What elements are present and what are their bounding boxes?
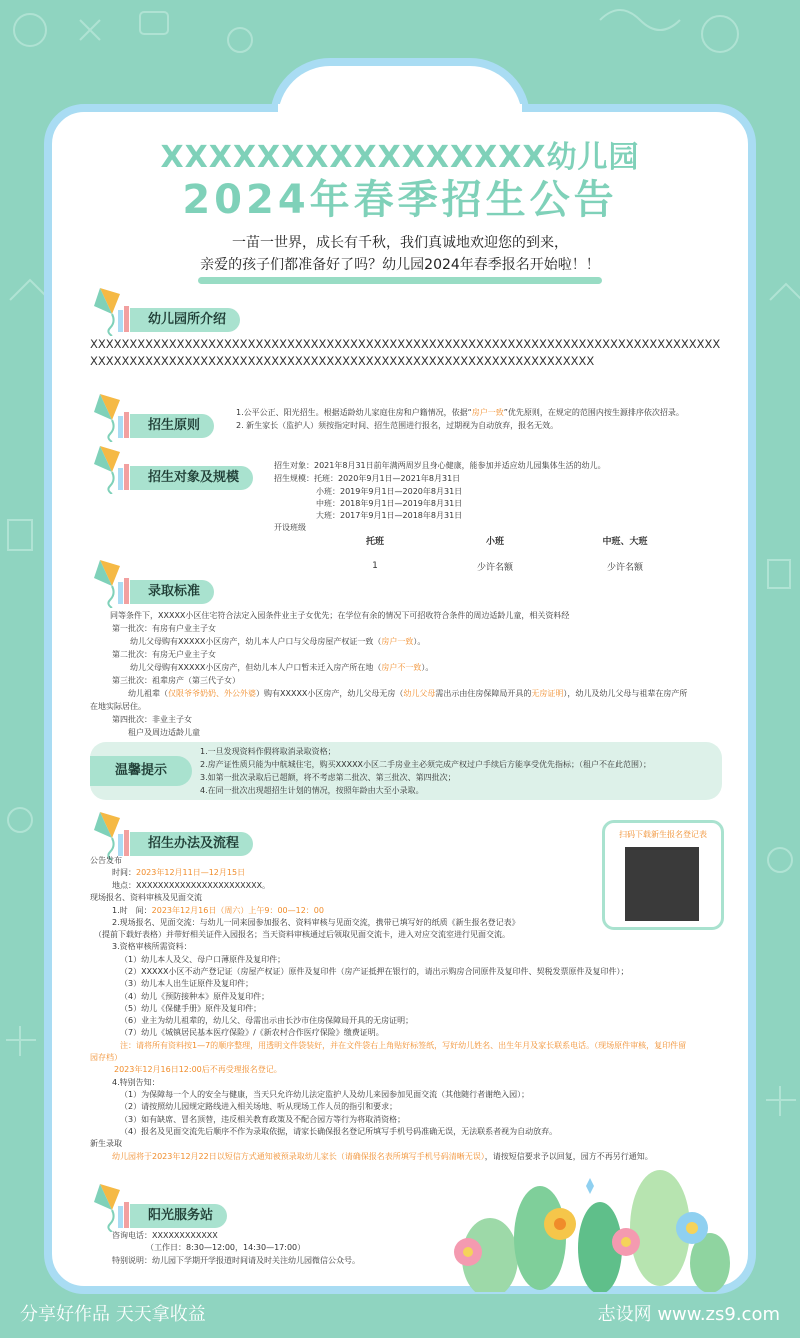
process-line: （6）业主为幼儿祖辈的，幼儿父、母需出示由长沙市住房保障局开具的无房证明； bbox=[120, 1016, 414, 1025]
criteria-line: 第二批次：有房无户业主子女 bbox=[112, 650, 216, 659]
qr-box bbox=[602, 820, 724, 930]
process-line: 幼儿园将于2023年12月22日以短信方式通知被预录取幼儿家长（请确保报名表所填写手机号码清晰无误），请按短信要求予以回复，园方不再另行通知。 bbox=[112, 1152, 653, 1161]
section-title: 招生原则 bbox=[130, 414, 214, 438]
process-line: （7）幼儿《城镇居民基本医疗保险》/《新农村合作医疗保险》缴费证明。 bbox=[120, 1028, 384, 1037]
principle-line-2: 2. 新生家长（监护人）须按指定时间、招生范围进行报名，过期视为自动放弃，报名无效。 bbox=[236, 421, 559, 430]
service-line: 特别说明：幼儿园下学期开学报道时间请及时关注幼儿园微信公众号。 bbox=[112, 1256, 360, 1265]
table-cell: 1 bbox=[372, 561, 378, 571]
process-note: 注：请将所有资料按1—7的顺序整理，用透明文件袋装好，并在文件袋右上角贴好标签纸，写好幼儿姓名、出生年月及家长联系电话。（现场原件审核，复印件留 bbox=[120, 1041, 687, 1050]
target-line-3: 小班：2019年9月1日—2020年8月31日 bbox=[316, 487, 463, 496]
table-cell: 少许名额 bbox=[606, 562, 643, 573]
section-title: 幼儿园所介绍 bbox=[130, 308, 240, 332]
process-line: 公告发布 bbox=[90, 856, 122, 865]
footer-bar bbox=[0, 1296, 800, 1338]
intro-text: 一苗一世界，成长有千秋，我们真诚地欢迎您的到来， 亲爱的孩子们都准备好了吗？幼儿园2024年春季报名开始啦！！ bbox=[200, 235, 600, 273]
process-line: （4）报名及见面交流先后顺序不作为录取依据，请家长确保报名登记所填写手机号码准确无误，无法联系者视为自动放弃。 bbox=[120, 1127, 558, 1136]
intro-body: XXXXXXXXXXXXXXXXXXXXXXXXXXXXXXXXXXXXXXXXXXXXXXXXXXXXXXXXXXXXXXXXXXXXXXXXXXXXXXXXXXXXXXXXXXXXXXXXXXXXXXXXXXXXXXXXXXXXXXXXXXXXXXXXXXXXXXXXXXXXXXXX bbox=[90, 337, 721, 368]
process-note: 园存档） bbox=[90, 1053, 122, 1062]
class-table bbox=[330, 527, 680, 579]
service-line: （工作日：8:30—12:00，14:30—17:00） bbox=[146, 1243, 306, 1252]
process-line: 时间：2023年12月11日—12月15日 bbox=[112, 868, 246, 877]
table-header: 小班 bbox=[485, 536, 504, 547]
tip-line: 4.在同一批次出现超招生计划的情况，按照年龄由大至小录取。 bbox=[200, 786, 424, 795]
target-line-6: 开设班级 bbox=[274, 523, 306, 532]
criteria-line: 第四批次：非业主子女 bbox=[112, 715, 192, 724]
brush-stroke bbox=[198, 277, 602, 284]
qr-label: 扫码下载新生报名登记表 bbox=[619, 830, 707, 839]
footer-slogan: 分享好作品 天天拿收益 bbox=[20, 1304, 206, 1325]
target-line-5: 大班：2017年9月1日—2018年8月31日 bbox=[316, 511, 463, 520]
flowers-illustration bbox=[430, 1168, 730, 1292]
section-title: 招生对象及规模 bbox=[130, 466, 253, 490]
criteria-line: 在地实际居住。 bbox=[90, 702, 146, 711]
criteria-line: 幼儿父母购有XXXXX小区房产，但幼儿本人户口暂未迁入房产所在地（房户不一致）。 bbox=[130, 663, 434, 672]
footer-site[interactable]: 志设网 www.zs9.com bbox=[597, 1304, 780, 1325]
qr-code[interactable] bbox=[625, 847, 699, 921]
table-header: 中班、大班 bbox=[602, 536, 648, 547]
tips-title: 温馨提示 bbox=[90, 756, 192, 786]
process-line: 新生录取 bbox=[90, 1139, 122, 1148]
criteria-line: 幼儿祖辈（仅限爷爷奶奶、外公外婆）购有XXXXX小区房产，幼儿父母无房（幼儿父母需出示由住房保障局开具的无房证明），幼儿及幼儿父母与祖辈在房产所 bbox=[128, 689, 688, 698]
section-title: 阳光服务站 bbox=[130, 1204, 227, 1228]
process-line: 现场报名、资料审核及见面交流 bbox=[90, 893, 202, 902]
process-line: （3）如有缺席、冒名顶替，违反相关教育政策及不配合园方等行为将取消资格； bbox=[120, 1115, 406, 1124]
section-title: 招生办法及流程 bbox=[130, 832, 253, 856]
service-line: 咨询电话：XXXXXXXXXXXX bbox=[112, 1231, 218, 1240]
target-line-4: 中班：2018年9月1日—2019年8月31日 bbox=[316, 499, 463, 508]
process-line: 2.现场报名、见面交流：与幼儿一同来园参加报名、资料审核与见面交流，携带已填写好的纸质《新生报名登记表》 bbox=[112, 918, 520, 927]
process-line: 地点：XXXXXXXXXXXXXXXXXXXXXXX。 bbox=[112, 881, 271, 890]
table-header: 托班 bbox=[365, 536, 384, 547]
process-line: 3.资格审核所需资料： bbox=[112, 942, 192, 951]
process-line: （3）幼儿本人出生证原件及复印件； bbox=[120, 979, 254, 988]
criteria-line: 租户及周边适龄儿童 bbox=[128, 728, 200, 737]
process-line: （4）幼儿《预防接种本》原件及复印件； bbox=[120, 992, 270, 1001]
process-line: （5）幼儿《保健手册》原件及复印件； bbox=[120, 1004, 262, 1013]
page-title: 2024年春季招生公告 bbox=[182, 177, 618, 223]
process-line: （1）为保障每一个人的安全与健康，当天只允许幼儿法定监护人及幼儿来园参加见面交流（其他随行者谢绝入园）； bbox=[120, 1090, 530, 1099]
criteria-line: 幼儿父母购有XXXXX小区房产，幼儿本人户口与父母房屋产权证一致（房户一致）。 bbox=[130, 637, 426, 646]
tip-line: 2.房产证性质只能为中航城住宅，购买XXXXX小区二手房业主必须完成产权过户手续后方能享受优先指标；（租户不在此范围）； bbox=[200, 760, 652, 769]
criteria-line: 第三批次：祖辈房产（第三代子女） bbox=[112, 676, 240, 685]
criteria-line: 同等条件下，XXXXX小区住宅符合法定入园条件业主子女优先；在学位有余的情况下可招收符合条件的周边适龄儿童，相关资料经 bbox=[110, 611, 570, 620]
target-line-2: 招生规模：托班：2020年9月1日—2021年8月31日 bbox=[274, 474, 461, 483]
process-line: （2）XXXXX小区不动产登记证（房屋产权证）原件及复印件（房产证抵押在银行的，请出示购房合同原件及复印件、契税发票原件及复印件）； bbox=[120, 967, 629, 976]
kindergarten-name: XXXXXXXXXXXXXXXX幼儿园 bbox=[160, 140, 640, 175]
principle-line-1: 1.公平公正、阳光招生。根据适龄幼儿家庭住房和户籍情况，依据“房户一致”优先原则，在规定的范围内按生源排序依次招录。 bbox=[236, 408, 684, 417]
criteria-line: 第一批次：有房有户业主子女 bbox=[112, 624, 216, 633]
table-cell: 少许名额 bbox=[476, 562, 513, 573]
target-line-1: 招生对象：2021年8月31日前年满两周岁且身心健康，能参加并适应幼儿园集体生活的幼儿。 bbox=[274, 461, 606, 470]
process-line: 1.时 间：2023年12月16日（周六）上午9：00—12：00 bbox=[112, 906, 324, 915]
section-title: 录取标准 bbox=[130, 580, 214, 604]
process-line: 4.特别告知： bbox=[112, 1078, 160, 1087]
process-line: （提前下载好表格）并带好相关证件入园报名；当天资料审核通过后领取见面交流卡，进入对应交流室进行见面交流。 bbox=[94, 930, 510, 939]
process-line: （2）请按照幼儿园规定路线进入相关场地、听从现场工作人员的指引和要求； bbox=[120, 1102, 398, 1111]
process-deadline: 2023年12月16日12:00后不再受理报名登记。 bbox=[114, 1065, 282, 1074]
tip-line: 1.一旦发现资料作假将取消录取资格； bbox=[200, 747, 336, 756]
process-line: （1）幼儿本人及父、母户口薄原件及复印件； bbox=[120, 955, 286, 964]
tip-line: 3.如第一批次录取后已超额，将不考虑第二批次、第三批次、第四批次； bbox=[200, 773, 456, 782]
